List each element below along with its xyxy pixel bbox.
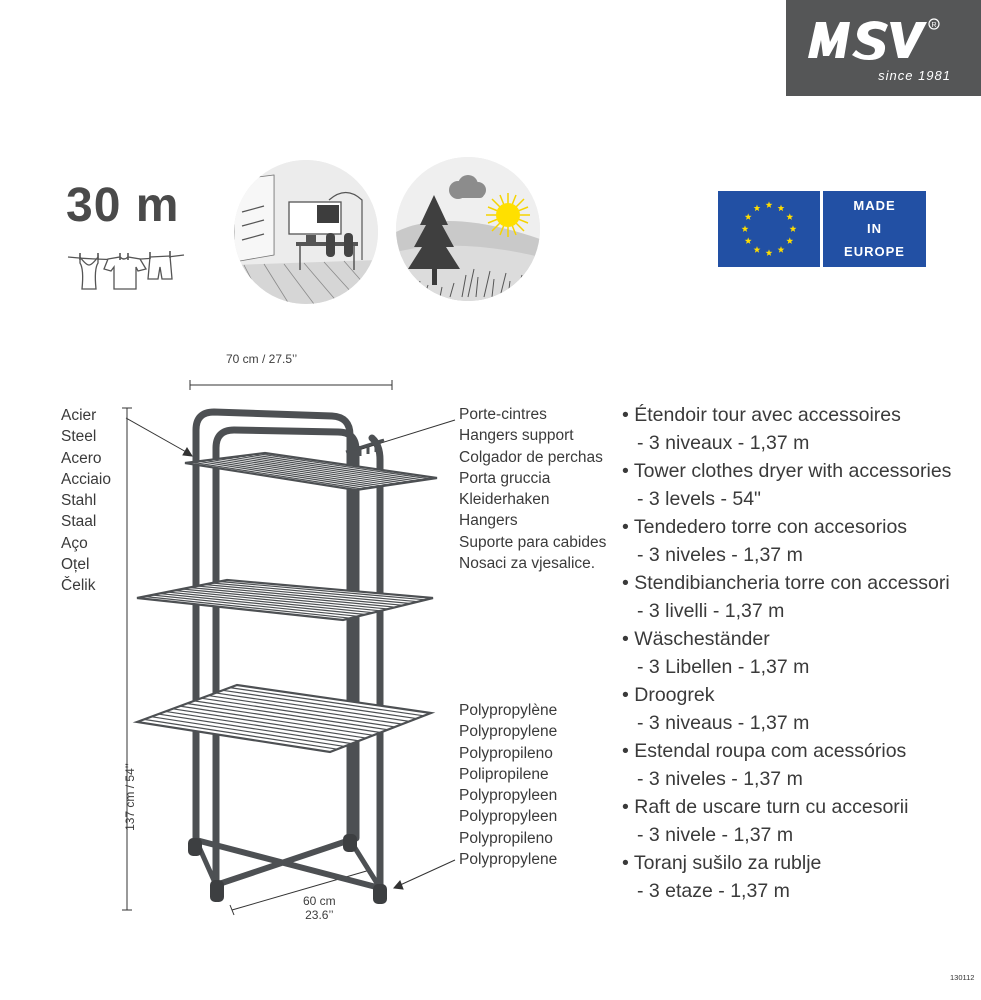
depth-metric: 60 cm [303, 894, 336, 908]
description-block [622, 457, 951, 513]
height-dimension: 137 cm / 54’’ [123, 763, 137, 831]
plastic-item: Polypropyleen [459, 808, 558, 826]
plastic-item: Polypropylène [459, 702, 558, 719]
description-block [622, 793, 951, 849]
drying-shelves [137, 453, 437, 752]
plastic-item: Polypropileno [459, 829, 553, 847]
material-item: Oțel [61, 556, 90, 574]
material-item: Steel [61, 428, 97, 446]
description-title: • Wäscheständer [622, 628, 770, 650]
description-detail: - 3 livelli - 1,37 m [637, 600, 785, 622]
description-block [622, 681, 951, 737]
plastic-item: Polypropileno [459, 744, 553, 762]
logo-tagline: since 1981 [878, 68, 951, 83]
depth-imperial: 23.6’’ [305, 908, 334, 922]
description-detail: - 3 niveaus - 1,37 m [637, 712, 810, 734]
hanger-support-list [459, 404, 606, 574]
hanger-item: Kleiderhaken [459, 491, 550, 509]
origin-line: EUROPE [844, 244, 905, 259]
description-title: • Tendedero torre con accesorios [622, 516, 908, 538]
description-detail: - 3 Libellen - 1,37 m [637, 656, 810, 678]
material-item: Stahl [61, 492, 97, 510]
material-item: Aço [61, 534, 88, 552]
depth-dimension [303, 894, 336, 922]
plastic-item: Polipropilene [459, 765, 549, 783]
description-title: • Raft de uscare turn cu accesorii [622, 796, 909, 818]
description-detail: - 3 niveaux - 1,37 m [637, 432, 810, 454]
description-detail: - 3 niveles - 1,37 m [637, 544, 803, 566]
origin-line: MADE [853, 198, 896, 213]
description-block [622, 737, 951, 793]
description-title: • Étendoir tour avec accessoires [622, 404, 901, 426]
plastic-item: Polypropyleen [459, 787, 558, 805]
description-detail: - 3 nivele - 1,37 m [637, 824, 794, 846]
description-title: • Droogrek [622, 684, 715, 706]
description-detail: - 3 etaze - 1,37 m [637, 880, 790, 902]
svg-text:R: R [931, 22, 937, 29]
hanger-item: Porta gruccia [459, 469, 551, 487]
plastic-material-list [459, 700, 557, 870]
hanger-item: Nosaci za vjesalice. [459, 555, 596, 573]
material-item: Staal [61, 513, 97, 531]
description-block [622, 849, 951, 905]
plastic-item: Polypropylene [459, 723, 558, 741]
description-title: • Estendal roupa com acessórios [622, 740, 907, 762]
product-descriptions [622, 401, 951, 905]
material-item: Acero [61, 449, 102, 467]
material-item: Čelik [61, 577, 96, 595]
width-dimension: 70 cm / 27.5’’ [226, 352, 298, 366]
description-title: • Tower clothes dryer with accessories [622, 460, 952, 482]
description-block [622, 513, 951, 569]
hanger-item: Hangers [459, 512, 518, 530]
plastic-item: Polypropylene [459, 851, 558, 869]
material-item: Acciaio [61, 470, 111, 488]
hanger-item: Hangers support [459, 427, 574, 445]
frame-material-list [61, 405, 111, 597]
description-block [622, 401, 951, 457]
origin-line: IN [867, 221, 882, 236]
description-title: • Toranj sušilo za rublje [622, 852, 822, 874]
description-block [622, 569, 951, 625]
line-length-label: 30 m [66, 179, 180, 232]
hanger-item: Colgador de perchas [459, 448, 603, 466]
description-block [622, 625, 951, 681]
hanger-item: Suporte para cabides [459, 533, 607, 551]
description-detail: - 3 niveles - 1,37 m [637, 768, 803, 790]
description-detail: - 3 levels - 54" [637, 488, 761, 510]
hanger-item: Porte-cintres [459, 406, 547, 423]
material-item: Acier [61, 407, 97, 424]
callout-arrows [126, 418, 455, 889]
description-title: • Stendibiancheria torre con accessori [622, 572, 950, 594]
product-code: 130112 [950, 973, 975, 982]
